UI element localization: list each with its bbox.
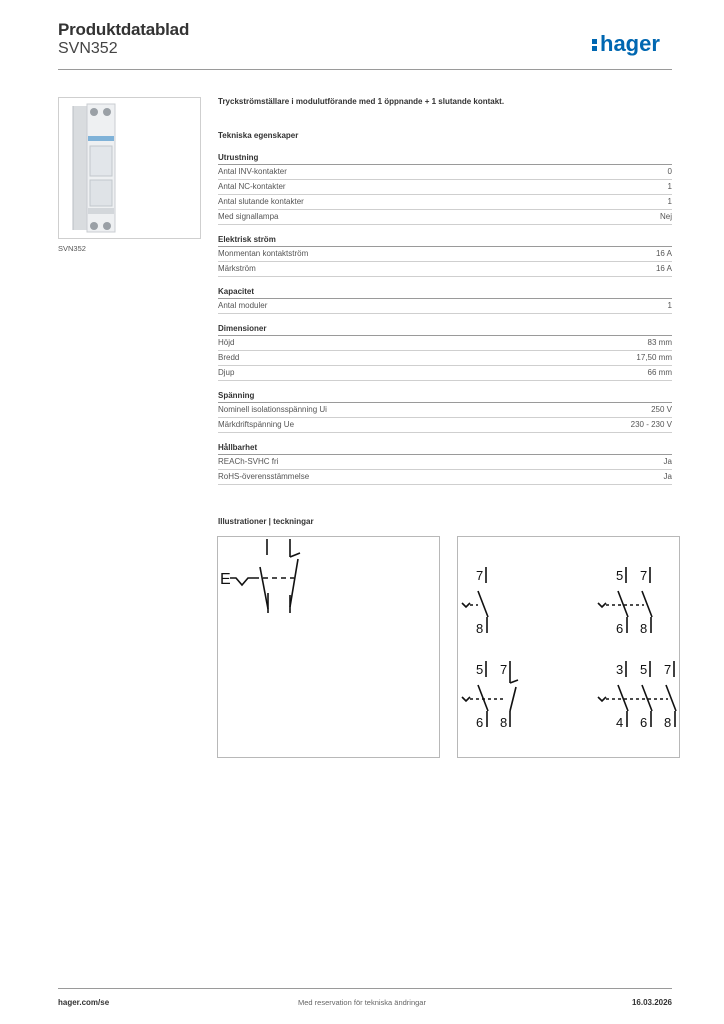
hager-logo	[590, 30, 674, 58]
spec-row	[218, 247, 672, 262]
terminal-label: 5	[476, 662, 484, 677]
spec-row	[218, 455, 672, 470]
spec-group-kapacitet	[218, 285, 672, 314]
terminal-label: 7	[500, 662, 508, 677]
spec-group-elektrisk-strom	[218, 233, 672, 277]
spec-value: 0	[667, 167, 672, 176]
spec-label: Med signallampa	[218, 212, 279, 221]
contact-diagrams	[457, 536, 680, 758]
terminal-label: 8	[500, 715, 508, 730]
spec-label: Märkström	[218, 264, 256, 273]
photo-caption: SVN352	[58, 244, 86, 253]
terminal-label: 8	[640, 621, 648, 636]
spec-row	[218, 403, 672, 418]
brand-wordmark: hager	[600, 31, 660, 56]
spec-label: Antal INV-kontakter	[218, 167, 287, 176]
product-code: SVN352	[58, 40, 118, 57]
spec-table	[218, 151, 672, 493]
spec-row	[218, 470, 672, 485]
terminal-label: 6	[616, 621, 624, 636]
footer-website-link[interactable]: hager.com/se	[58, 998, 110, 1007]
spec-value: 1	[667, 301, 672, 310]
spec-row	[218, 418, 672, 433]
spec-value: 230 - 230 V	[630, 420, 672, 429]
spec-label: Antal slutande kontakter	[218, 197, 304, 206]
terminal-label: 7	[640, 568, 648, 583]
spec-row	[218, 351, 672, 366]
terminal-label: 8	[476, 621, 484, 636]
spec-group-hallbarhet	[218, 441, 672, 485]
diagram-two-contacts	[598, 567, 652, 636]
product-photo	[58, 97, 201, 239]
spec-group-title: Kapacitet	[218, 285, 672, 299]
footer-date: 16.03.2026	[631, 998, 672, 1007]
footer-notice: Med reservation för tekniska ändringar	[298, 998, 426, 1007]
spec-row	[218, 165, 672, 180]
actuator-letter: E	[220, 571, 231, 588]
terminal-label: 8	[664, 715, 672, 730]
spec-label: Monmentan kontaktström	[218, 249, 309, 258]
spec-value: Ja	[663, 472, 672, 481]
spec-label: Antal NC-kontakter	[218, 182, 286, 191]
spec-row	[218, 180, 672, 195]
spec-value: 250 V	[651, 405, 672, 414]
diagram-nc-no-contacts	[462, 661, 518, 730]
spec-group-spanning	[218, 389, 672, 433]
spec-group-title: Spänning	[218, 389, 672, 403]
illustrations-heading: Illustrationer | teckningar	[218, 517, 314, 526]
spec-group-title: Utrustning	[218, 151, 672, 165]
spec-label: Bredd	[218, 353, 240, 362]
spec-row	[218, 262, 672, 277]
terminal-label: 4	[616, 715, 624, 730]
spec-row	[218, 299, 672, 314]
spec-row	[218, 210, 672, 225]
header-divider	[58, 69, 672, 70]
spec-value: Nej	[659, 212, 672, 221]
spec-label: Antal moduler	[218, 301, 268, 310]
spec-group-title: Dimensioner	[218, 322, 672, 336]
spec-row	[218, 195, 672, 210]
terminal-label: 7	[476, 568, 484, 583]
spec-value: 1	[667, 197, 672, 206]
terminal-label: 6	[640, 715, 648, 730]
terminal-label: 3	[616, 662, 624, 677]
terminal-label: 5	[640, 662, 648, 677]
footer-divider	[58, 988, 672, 989]
spec-label: Nominell isolationsspänning Ui	[218, 405, 327, 414]
spec-value: 16 A	[655, 249, 672, 258]
terminal-label: 6	[476, 715, 484, 730]
pushbutton-symbol	[218, 537, 439, 757]
product-image	[59, 98, 200, 238]
diagram-single-contact	[462, 567, 488, 636]
spec-group-dimensioner	[218, 322, 672, 381]
spec-row	[218, 366, 672, 381]
spec-value: 66 mm	[647, 368, 672, 377]
spec-value: Ja	[663, 457, 672, 466]
spec-label: REACh-SVHC fri	[218, 457, 279, 466]
terminal-label: 7	[664, 662, 672, 677]
spec-value: 16 A	[655, 264, 672, 273]
page-title: Produktdatablad	[58, 20, 190, 39]
spec-heading: Tekniska egenskaper	[218, 131, 299, 140]
diagram-three-contacts	[598, 661, 676, 730]
spec-row	[218, 336, 672, 351]
spec-value: 1	[667, 182, 672, 191]
spec-label: Höjd	[218, 338, 235, 347]
spec-group-title: Elektrisk ström	[218, 233, 672, 247]
spec-group-utrustning	[218, 151, 672, 225]
spec-label: RoHS-överensstämmelse	[218, 472, 310, 481]
spec-label: Märkdriftspänning Ue	[218, 420, 295, 429]
terminal-diagrams	[458, 537, 679, 757]
spec-group-title: Hållbarhet	[218, 441, 672, 455]
spec-label: Djup	[218, 368, 235, 377]
terminal-label: 5	[616, 568, 624, 583]
spec-value: 83 mm	[647, 338, 672, 347]
circuit-symbol-drawing	[217, 536, 440, 758]
product-description: Tryckströmställare i modulutförande med 1 öppnande + 1 slutande kontakt.	[218, 97, 505, 106]
spec-value: 17,50 mm	[636, 353, 672, 362]
